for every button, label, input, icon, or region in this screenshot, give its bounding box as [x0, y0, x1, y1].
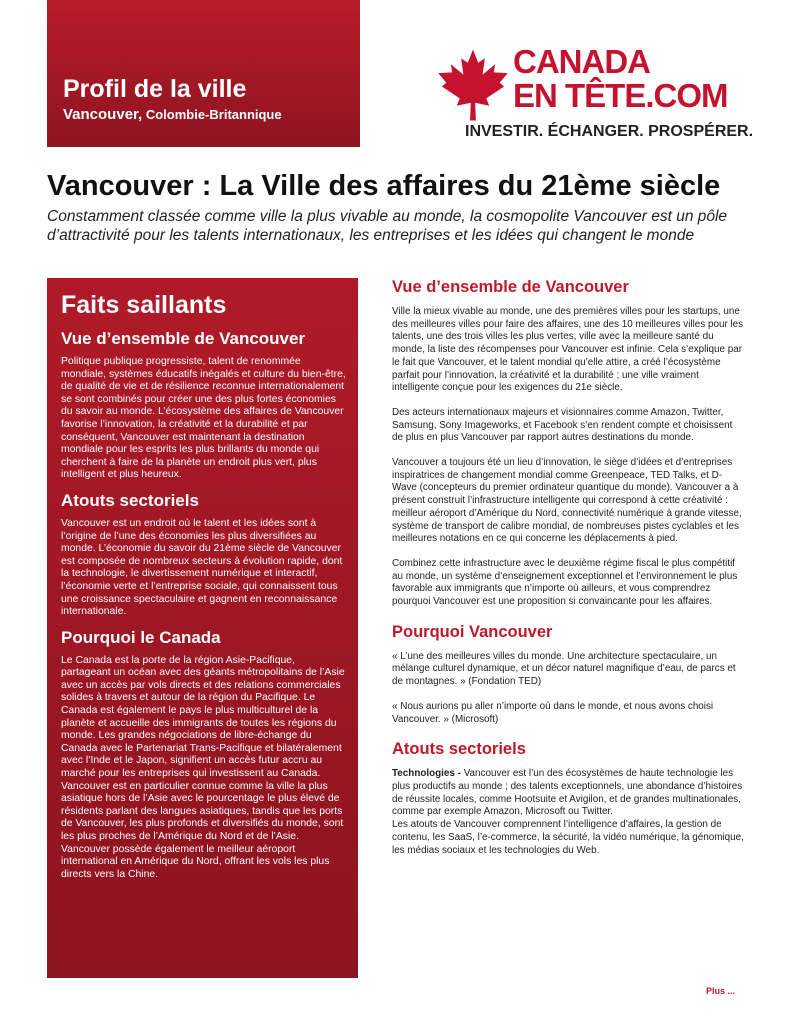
banner-subtitle: [63, 104, 360, 126]
overview-paragraph: Combinez cette infrastructure avec le deuxième régime fiscal le plus compétitif au monde, un système d’enseignement exceptionnel et l’environnement le plus favorable aux immigrants que n’importe où ailleurs, et vous comprendrez pourquoi Vancouver est une proposition si convaincante pour les affaires.: [392, 557, 738, 608]
highlights-heading-sectors: Atouts sectoriels: [61, 490, 199, 510]
highlights-text-sectors: Vancouver est un endroit où le talent et les idées sont à l’origine de l’une des économies les plus diversifiées au monde. L’économie du savoir du 21ème siècle de Vancouver est composée de nombreux secteurs à évolution rapide, dont la technologie, le divertissement numérique et interactif, l’économie verte et l’entreprise sociale, qui connaissent tous une croissance spectaculaire et gagnent en reconnaissance internationale.: [61, 517, 343, 618]
overview-paragraph: Des acteurs internationaux majeurs et visionnaires comme Amazon, Twitter, Samsung, Sony Imageworks, et Facebook s’en rendent compte et choisissent de plus en plus Vancouver par rapport autres destinations du monde.: [392, 406, 733, 444]
logo-text-line1: CANADA: [513, 43, 650, 80]
sectors-paragraph: [392, 768, 744, 819]
highlights-title: Faits saillants: [61, 291, 227, 319]
quote-ted: « L’une des meilleures villes du monde. Une architecture spectaculaire, un mélange culturel dynamique, et un décor naturel magnifique d’eau, de parcs et de montagnes. » (Fondation TED): [392, 650, 736, 688]
sectors-heading: Atouts sectoriels: [392, 740, 526, 759]
highlights-heading-why-canada: Pourquoi le Canada: [61, 627, 221, 647]
highlights-text-why-canada: Le Canada est la porte de la région Asie-Pacifique, partageant un océan avec des géants métropolitains de l’Asie avec un accès par vols directs et des relations commerciales solides à travers et autour de la région du Pacifique. Le Canada est également le pays le plus multiculturel de la planète et accueille des immigrants de toutes les régions du monde. Les grandes négociations de libre-échange du Canada avec le Partenariat Trans-Pacifique et bilatéralement avec l’Inde et le Japon, signifient un accès futur accru au marché pour les entreprises qui investissent au Canada. Vancouver est en particulier connue comme la ville la plus asiatique hors de l’Asie avec le pourcentage le plus élevé de résidents parlant des langues asiatiques, tandis que les ports de Vancouver, les plus profonds et diversifiés du monde, sont les plus proches de l’Amérique du Nord et de l’Asie. Vancouver possède également le meilleur aéroport international en Amérique du Nord, offrant les vols les plus directs vers la Chine.: [61, 654, 345, 880]
banner-region: Colombie-Britannique: [142, 107, 282, 122]
quote-microsoft: « Nous aurions pu aller n’importe où dans le monde, et nous avons choisi Vancouver. » (Microsoft): [392, 700, 714, 725]
banner-title: Profil de la ville: [63, 75, 247, 103]
sectors-paragraph-2: Les atouts de Vancouver comprennent l’intelligence d’affaires, la gestion de contenu, les SaaS, l’e-commerce, la sécurité, la vidéo numérique, la génomique, les médias sociaux et les technologies du Web.: [392, 819, 744, 856]
banner-city: Vancouver,: [63, 106, 143, 123]
sectors-text: Vancouver est l’un des écosystèmes de haute technologie les plus productifs au monde ; des talents exceptionnels, une abondance d’histoires de réussite locales, comme Hootsuite et Avigilon, et de grandes multinationales, comme par exemple Amazon, Microsoft ou Twitter.: [392, 768, 743, 818]
city-profile-banner: [47, 0, 360, 147]
highlights-heading-overview: Vue d’ensemble de Vancouver: [61, 329, 306, 348]
logo-text-line2: EN TÊTE.COM: [513, 77, 728, 114]
overview-heading: Vue d’ensemble de Vancouver: [392, 278, 629, 296]
page-subtitle: Constamment classée comme ville la plus vivable au monde, la cosmopolite Vancouver est un pôle d’attractivité pour les talents internationaux, les entreprises et les idées qui changent le monde: [47, 208, 728, 244]
overview-paragraph: Ville la mieux vivable au monde, une des premières villes pour les startups, une des meilleures villes pour faire des affaires, une des 10 meilleures villes pour les talents, une des trois villes les plus vertes, ville avec la meilleure santé du monde, la liste des récompenses pour Vancouver est infinie. Cela s’explique par le fait que Vancouver, et le talent mondial qu’elle attire, a créé l’écosystème parfait pour l’innovation, la créativité et la durabilité ; une ville vraiment intelligente conçue pour les exigences du 21e siècle.: [392, 306, 744, 394]
more-link[interactable]: Plus ...: [706, 986, 736, 996]
highlights-panel: [47, 278, 358, 978]
logo-tagline: INVESTIR. ÉCHANGER. PROSPÉRER.: [465, 123, 754, 140]
main-column: [392, 276, 744, 869]
sectors-label: Technologies -: [392, 768, 464, 780]
why-vancouver-heading: Pourquoi Vancouver: [392, 622, 553, 641]
canada-en-tete-logo[interactable]: [435, 40, 765, 145]
highlights-text-overview: Politique publique progressiste, talent de renommée mondiale, systèmes éducatifs inégalés et culture du bien-être, de qualité de vie et de résilience reconnue internationalement se sont combinés pour créer une des plus fortes économies du savoir au monde. L’écosystème des affaires de Vancouver favorise l’innovation, la créativité et la durabilité et par conséquent, Vancouver est maintenant la destination mondiale pour les esprits les plus brillants du monde qui cherchent à faire de la planète un endroit plus vert, plus intelligent et plus heureux.: [61, 356, 346, 481]
page-title: Vancouver : La Ville des affaires du 21ème siècle: [47, 170, 721, 202]
overview-paragraph: Vancouver a toujours été un lieu d’innovation, le siège d’idées et d’entreprises inspiratrices de changement mondial comme Greenpeace, TED Talks, et D-Wave (concepteurs du premier ordinateur quantique du monde). Vancouver a à présent construit l’infrastructure intelligente qui correspond à cette créativité : meilleur aéroport d’Amérique du Nord, connectivité numérique à grande vitesse, système de transport de calibre mondial, de nombreuses pistes cyclables et les meilleures notations en ce qui concerne les déplacements à pied.: [392, 457, 742, 545]
maple-leaf-icon: [435, 48, 511, 122]
